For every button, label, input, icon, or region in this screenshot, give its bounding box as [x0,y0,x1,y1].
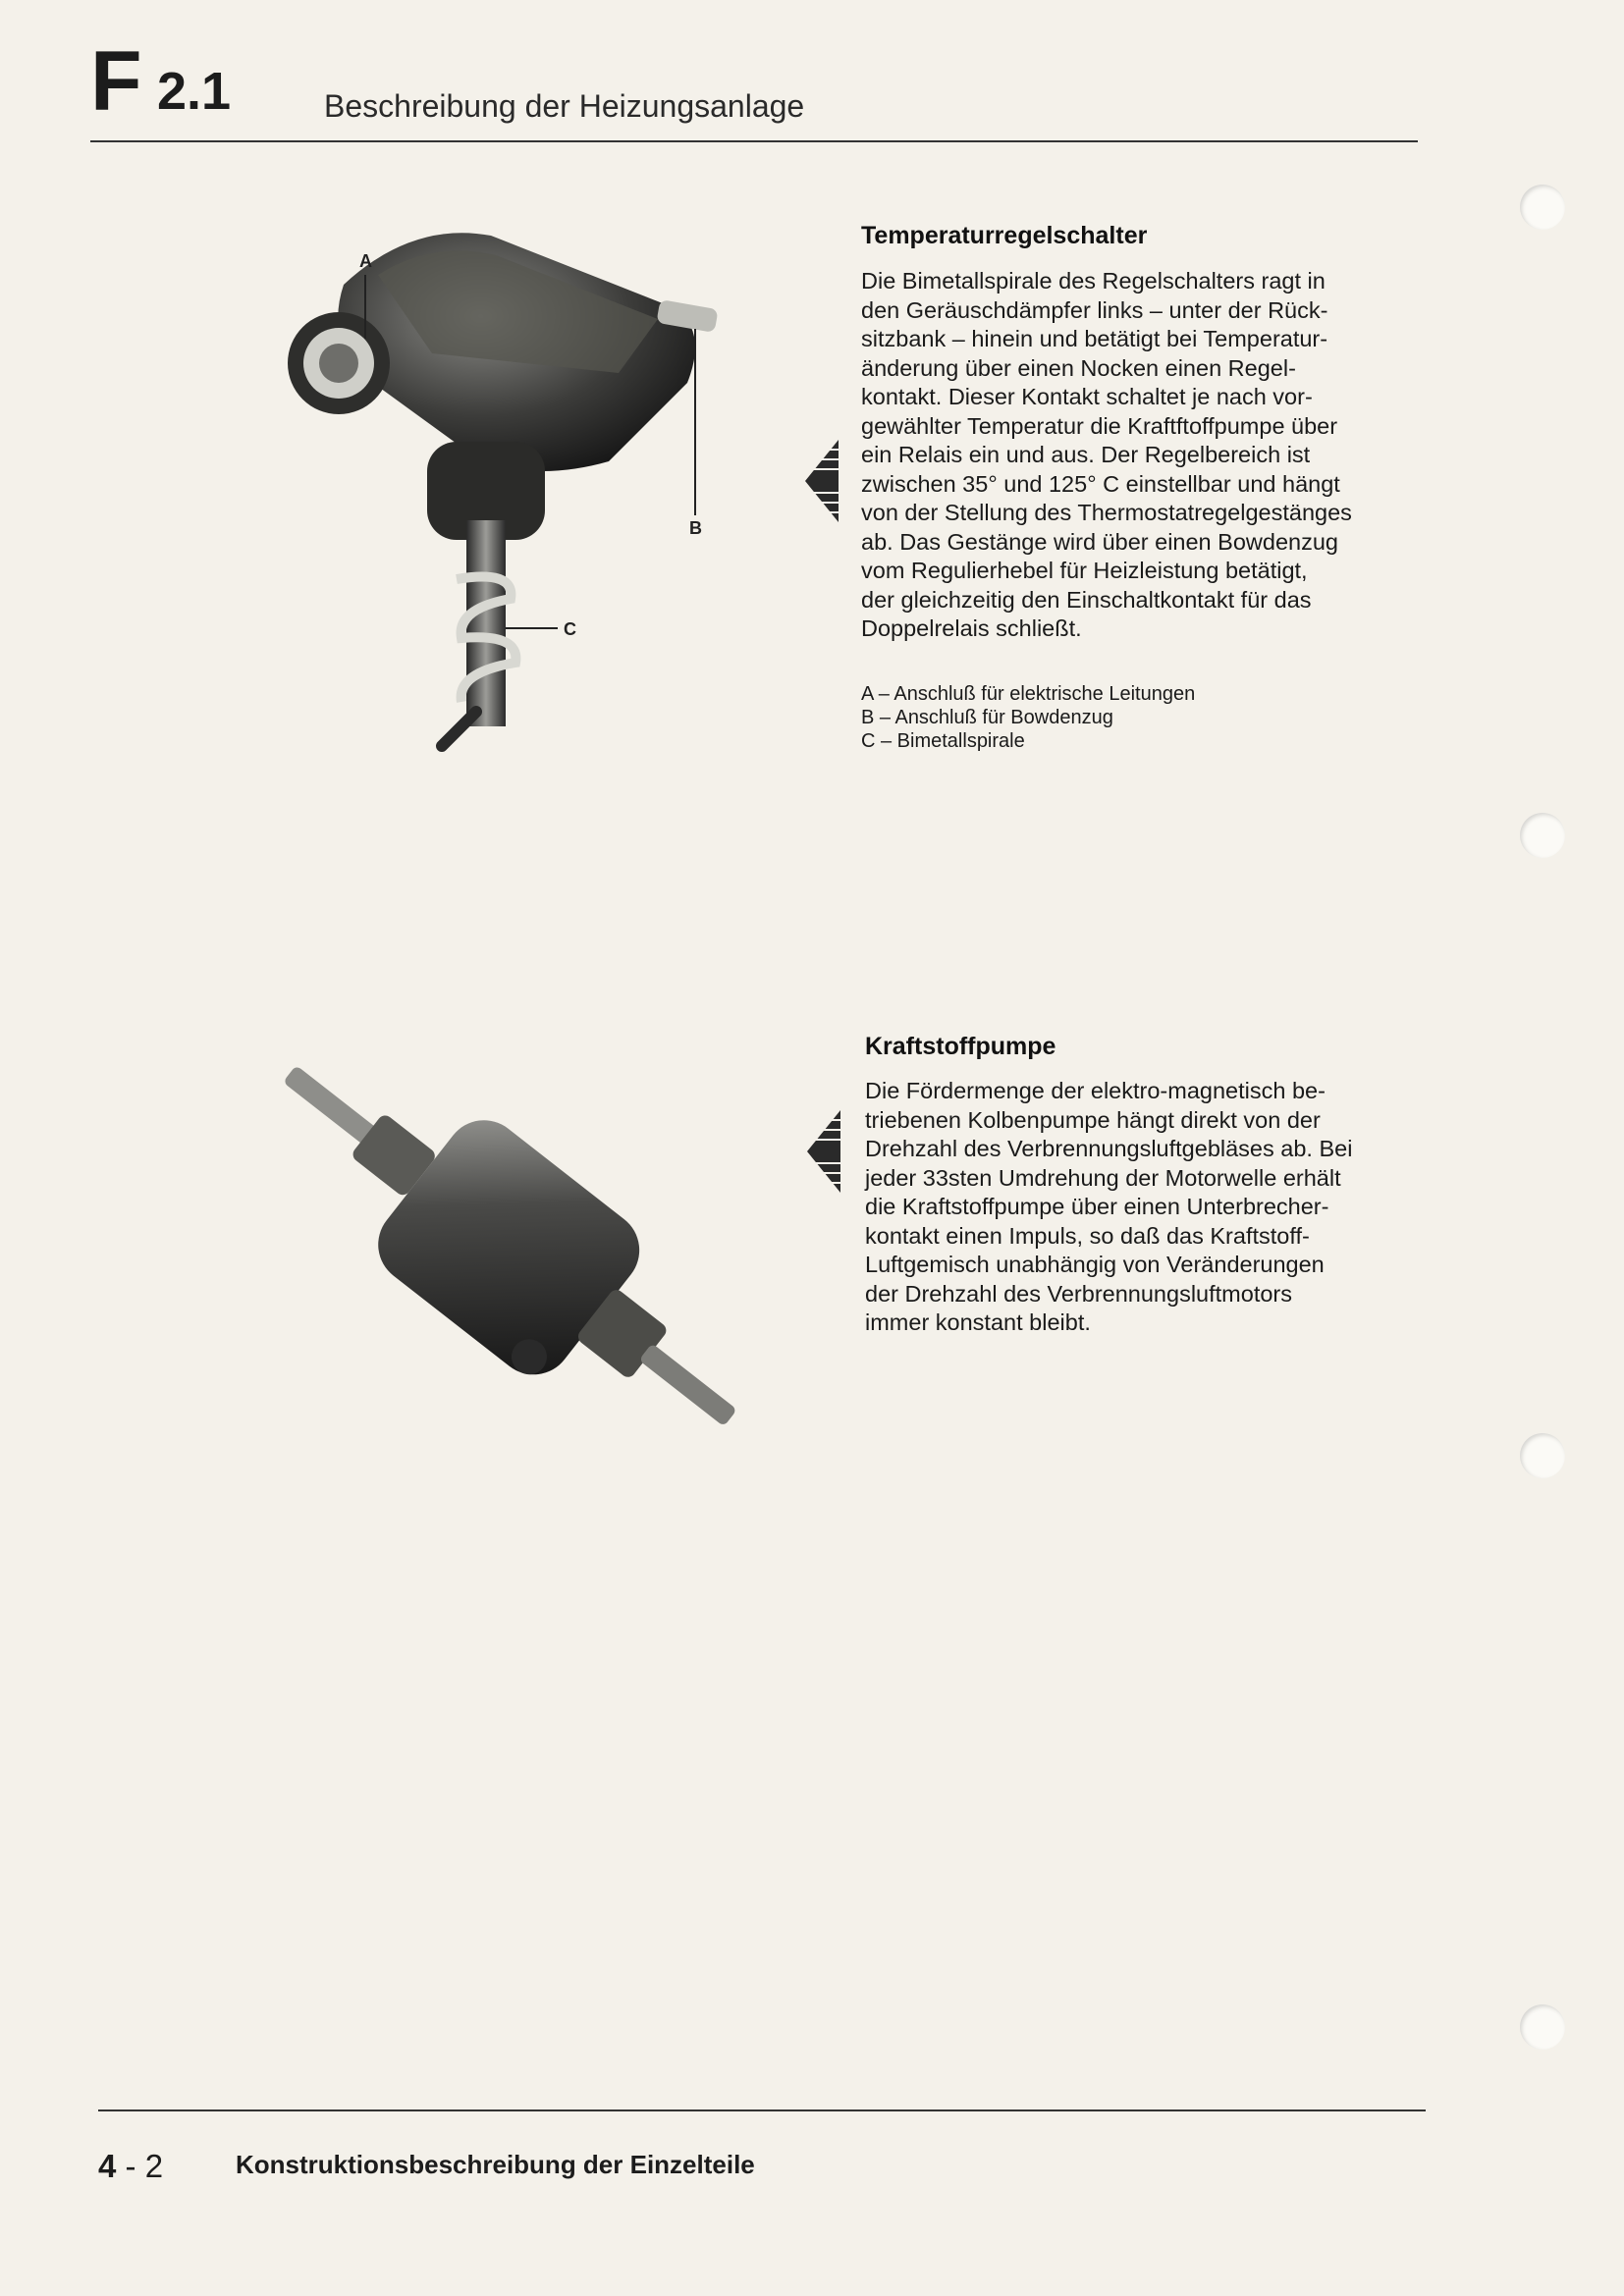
page-number-minor: 2 [144,2148,164,2184]
binder-hole-4 [1520,2004,1565,2050]
page-number-sep: - [125,2148,136,2184]
body-line: Die Bimetallspirale des Regelschalters ragt in [861,268,1326,294]
body-line: ab. Das Gestänge wird über einen Bowdenzug [861,528,1338,555]
callout-a: A [359,251,372,271]
page-title: Beschreibung der Heizungsanlage [324,88,805,124]
page-number-major: 4 [98,2148,117,2184]
body-line: änderung über einen Nocken einen Regel- [861,354,1296,381]
page-number [98,2148,163,2185]
body-line: Doppelrelais schließt. [861,615,1082,641]
legend-item-c: C – Bimetallspirale [861,730,1025,752]
chapter-letter: F [90,34,140,129]
body-line: kontakt einen Impuls, so daß das Kraftstoff- [865,1222,1310,1249]
temperature-switch-photo [285,216,736,785]
header-rule [90,140,1418,142]
legend-item-a: A – Anschluß für elektrische Leitungen [861,683,1196,705]
fuel-pump-photo [265,1026,776,1487]
section-body-temperature-switch [861,267,1425,644]
body-line: der gleichzeitig den Einschaltkontakt für das [861,586,1312,613]
section-title-temperature-switch: Temperaturregelschalter [861,222,1148,249]
section-title-fuel-pump: Kraftstoffpumpe [865,1033,1056,1060]
body-line: Drehzahl des Verbrennungsluftgebläses ab. Bei [865,1136,1353,1161]
body-line: gewählter Temperatur die Kraftftoffpumpe über [861,412,1338,439]
binder-hole-2 [1520,813,1565,858]
section-body-fuel-pump [865,1077,1427,1338]
body-line: triebenen Kolbenpumpe hängt direkt von der [865,1106,1321,1133]
body-line: Die Fördermenge der elektro-magnetisch be- [865,1078,1326,1103]
arrow-marker-1 [805,440,839,522]
body-line: ein Relais ein und aus. Der Regelbereich ist [861,442,1311,467]
legend-item-b: B – Anschluß für Bowdenzug [861,707,1113,728]
callout-b: B [689,518,702,538]
binder-hole-1 [1520,185,1565,230]
body-line: zwischen 35° und 125° C einstellbar und hängt [861,470,1340,497]
arrow-marker-2 [807,1110,840,1193]
footer-rule [98,2109,1426,2111]
binder-hole-3 [1520,1433,1565,1478]
body-line: von der Stellung des Thermostatregelgestänges [861,500,1352,525]
body-line: die Kraftstoffpumpe über einen Unterbrecher- [865,1194,1329,1219]
body-line: der Drehzahl des Verbrennungsluftmotors [865,1280,1292,1307]
body-line: vom Regulierhebel für Heizleistung betätigt, [861,558,1308,583]
body-line: den Geräuschdämpfer links – unter der Rück- [861,296,1328,323]
body-line: sitzbank – hinein und betätigt bei Temperatur- [861,326,1328,351]
callout-c: C [564,619,576,639]
body-line: jeder 33sten Umdrehung der Motorwelle erhält [865,1164,1341,1191]
chapter-number: 2.1 [157,62,232,121]
figure-legend [861,682,1195,753]
body-line: immer konstant bleibt. [865,1309,1091,1335]
body-line: Luftgemisch unabhängig von Veränderungen [865,1252,1325,1277]
footer-title: Konstruktionsbeschreibung der Einzelteile [236,2150,755,2179]
body-line: kontakt. Dieser Kontakt schaltet je nach vor- [861,384,1313,409]
